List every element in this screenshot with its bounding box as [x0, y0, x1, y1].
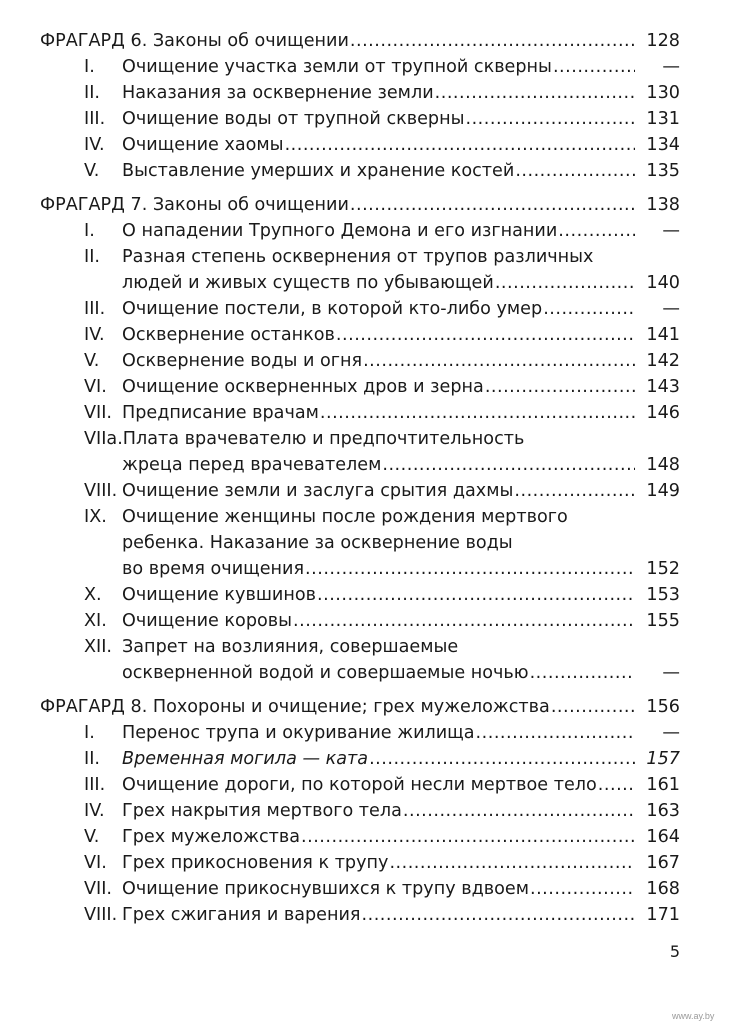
entry-title: Очищение женщины после рождения мертвого: [122, 507, 568, 527]
entry-number: XI.: [84, 611, 107, 631]
chapter-heading: [40, 28, 680, 54]
chapter-page: 138: [646, 195, 680, 215]
entry-title: Грех прикосновения к трупу: [122, 853, 389, 873]
toc-entry-line: [40, 218, 680, 244]
entry-page: 161: [646, 775, 680, 795]
toc-entry-line: [40, 400, 680, 426]
toc-entry-line: [40, 902, 680, 928]
entry-page: 131: [646, 109, 680, 129]
chapter-page: 128: [646, 31, 680, 51]
entry-page: 153: [646, 585, 680, 605]
chapter-page: 156: [646, 697, 680, 717]
chapter-heading: [40, 192, 680, 218]
dot-leader: [350, 192, 635, 218]
chapter-heading: [40, 694, 680, 720]
toc-entry-line: [40, 582, 680, 608]
entry-page: 167: [646, 853, 680, 873]
entry-page: 149: [646, 481, 680, 501]
entry-page: —: [662, 221, 680, 241]
entry-page: 168: [646, 879, 680, 899]
chapter-title: ФРАГАРД 7. Законы об очищении: [40, 195, 349, 215]
watermark: www.ay.by: [672, 1011, 715, 1021]
dot-leader: [285, 132, 635, 158]
toc-chapter: [40, 192, 680, 686]
toc-entry-line: [40, 322, 680, 348]
entry-title: ребенка. Наказание за осквернение воды: [122, 533, 513, 553]
toc-chapter: [40, 28, 680, 184]
dot-leader: [317, 582, 635, 608]
entry-number: III.: [84, 109, 106, 129]
toc-entry-line: [40, 772, 680, 798]
entry-title: Выставление умерших и хранение костей: [122, 161, 515, 181]
toc-entry-line: [40, 556, 680, 582]
entry-page: 163: [646, 801, 680, 821]
entry-page: 152: [646, 559, 680, 579]
entry-page: 171: [646, 905, 680, 925]
toc-entry-line: [40, 608, 680, 634]
toc-entry-line: [40, 720, 680, 746]
entry-number: IX.: [84, 507, 107, 527]
entry-number: VIII.: [84, 905, 118, 925]
entry-page: 157: [646, 749, 680, 769]
dot-leader: [598, 772, 635, 798]
entry-page: 155: [646, 611, 680, 631]
entry-page: 130: [646, 83, 680, 103]
entry-title: Очищение постели, в которой кто-либо умер: [122, 299, 543, 319]
entry-title: Осквернение останков: [122, 325, 335, 345]
toc-entry-line: [40, 244, 680, 270]
entry-title: Очищение прикоснувшихся к трупу вдвоем: [122, 879, 529, 899]
dot-leader: [363, 348, 635, 374]
entry-number: II.: [84, 247, 100, 267]
toc-entry-line: [40, 80, 680, 106]
entry-title: Предписание врачам: [122, 403, 319, 423]
toc-entry-line: [40, 504, 680, 530]
entry-number: V.: [84, 161, 100, 181]
entry-page: 140: [646, 273, 680, 293]
entry-title: оскверненной водой и совершаемые ночью: [122, 663, 529, 683]
toc-entry-line: [40, 746, 680, 772]
entry-page: —: [662, 723, 680, 743]
entry-number: X.: [84, 585, 102, 605]
dot-leader: [495, 270, 635, 296]
entry-number: VI.: [84, 377, 107, 397]
entry-title: Грех сжигания и варения: [122, 905, 361, 925]
entry-title: Очищение земли и заслуга срытия дахмы: [122, 481, 514, 501]
toc-entry-line: [40, 798, 680, 824]
dot-leader: [553, 54, 635, 80]
entry-number: V.: [84, 351, 100, 371]
entry-page: 146: [646, 403, 680, 423]
toc-entry-line: [40, 634, 680, 660]
toc-entry-line: [40, 54, 680, 80]
page-number: 5: [669, 942, 680, 961]
entry-number: V.: [84, 827, 100, 847]
dot-leader: [403, 798, 635, 824]
entry-number: VI.: [84, 853, 107, 873]
entry-number: I.: [84, 723, 95, 743]
toc-entry-line: [40, 530, 680, 556]
toc-entry-line: [40, 660, 680, 686]
entry-number: IV.: [84, 135, 105, 155]
dot-leader: [382, 452, 635, 478]
entry-title: Очищение воды от трупной скверны: [122, 109, 465, 129]
entry-title: Очищение коровы: [122, 611, 293, 631]
entry-number: III.: [84, 775, 106, 795]
entry-title: Наказания за осквернение земли: [122, 83, 434, 103]
entry-page: 143: [646, 377, 680, 397]
toc-entry-line: [40, 426, 680, 452]
entry-title: Очищение дороги, по которой несли мертвое тело: [122, 775, 597, 795]
toc-entry-line: [40, 296, 680, 322]
dot-leader: [530, 660, 635, 686]
entry-title: Перенос трупа и окуривание жилища: [122, 723, 475, 743]
toc-entry-line: [40, 158, 680, 184]
entry-page: 135: [646, 161, 680, 181]
entry-number: I.: [84, 57, 95, 77]
entry-title: во время очищения: [122, 559, 305, 579]
entry-title: Разная степень осквернения от трупов различных: [122, 247, 594, 267]
entry-number: VIIa.: [84, 429, 123, 449]
entry-number: XII.: [84, 637, 113, 657]
chapter-title: ФРАГАРД 8. Похороны и очищение; грех мужеложства: [40, 697, 550, 717]
entry-title: жреца перед врачевателем: [122, 455, 382, 475]
dot-leader: [336, 322, 635, 348]
dot-leader: [305, 556, 635, 582]
entry-number: I.: [84, 221, 95, 241]
dot-leader: [558, 218, 635, 244]
toc-entry-line: [40, 132, 680, 158]
entry-page: —: [662, 663, 680, 683]
dot-leader: [435, 80, 635, 106]
toc-entry-line: [40, 824, 680, 850]
dot-leader: [514, 478, 635, 504]
entry-title: Осквернение воды и огня: [122, 351, 363, 371]
entry-page: —: [662, 57, 680, 77]
toc-entry-line: [40, 348, 680, 374]
toc-entry-line: [40, 850, 680, 876]
toc-entry-line: [40, 478, 680, 504]
entry-title: Очищение кувшинов: [122, 585, 317, 605]
entry-title: Плата врачевателю и предпочтительность: [122, 429, 525, 449]
dot-leader: [551, 694, 635, 720]
toc-entry-line: [40, 876, 680, 902]
toc-entry-line: [40, 374, 680, 400]
chapter-title: ФРАГАРД 6. Законы об очищении: [40, 31, 349, 51]
toc-entry-line: [40, 270, 680, 296]
dot-leader: [320, 400, 635, 426]
toc-entry-line: [40, 452, 680, 478]
entry-page: 134: [646, 135, 680, 155]
entry-title: Грех накрытия мертвого тела: [122, 801, 402, 821]
table-of-contents: [40, 28, 680, 936]
dot-leader: [369, 746, 635, 772]
toc-chapter: [40, 694, 680, 928]
entry-title: Очищение участка земли от трупной скверны: [122, 57, 552, 77]
entry-page: 142: [646, 351, 680, 371]
toc-entry-line: [40, 106, 680, 132]
entry-title: людей и живых существ по убывающей: [122, 273, 494, 293]
entry-number: VIII.: [84, 481, 118, 501]
entry-number: VII.: [84, 403, 113, 423]
entry-number: IV.: [84, 801, 105, 821]
entry-number: III.: [84, 299, 106, 319]
dot-leader: [485, 374, 635, 400]
entry-number: IV.: [84, 325, 105, 345]
entry-page: 148: [646, 455, 680, 475]
dot-leader: [362, 902, 635, 928]
dot-leader: [476, 720, 635, 746]
dot-leader: [515, 158, 635, 184]
entry-title: Запрет на возлияния, совершаемые: [122, 637, 459, 657]
entry-title: Очищение хаомы: [122, 135, 284, 155]
dot-leader: [301, 824, 635, 850]
entry-number: II.: [84, 749, 100, 769]
dot-leader: [293, 608, 635, 634]
dot-leader: [530, 876, 635, 902]
entry-page: —: [662, 299, 680, 319]
entry-title: О нападении Трупного Демона и его изгнании: [122, 221, 558, 241]
dot-leader: [466, 106, 636, 132]
entry-page: 164: [646, 827, 680, 847]
entry-number: VII.: [84, 879, 113, 899]
entry-title: Временная могила — ката: [122, 749, 369, 769]
entry-number: II.: [84, 83, 100, 103]
entry-title: Грех мужеложства: [122, 827, 301, 847]
entry-page: 141: [646, 325, 680, 345]
entry-title: Очищение оскверненных дров и зерна: [122, 377, 484, 397]
dot-leader: [389, 850, 635, 876]
dot-leader: [543, 296, 635, 322]
dot-leader: [350, 28, 635, 54]
